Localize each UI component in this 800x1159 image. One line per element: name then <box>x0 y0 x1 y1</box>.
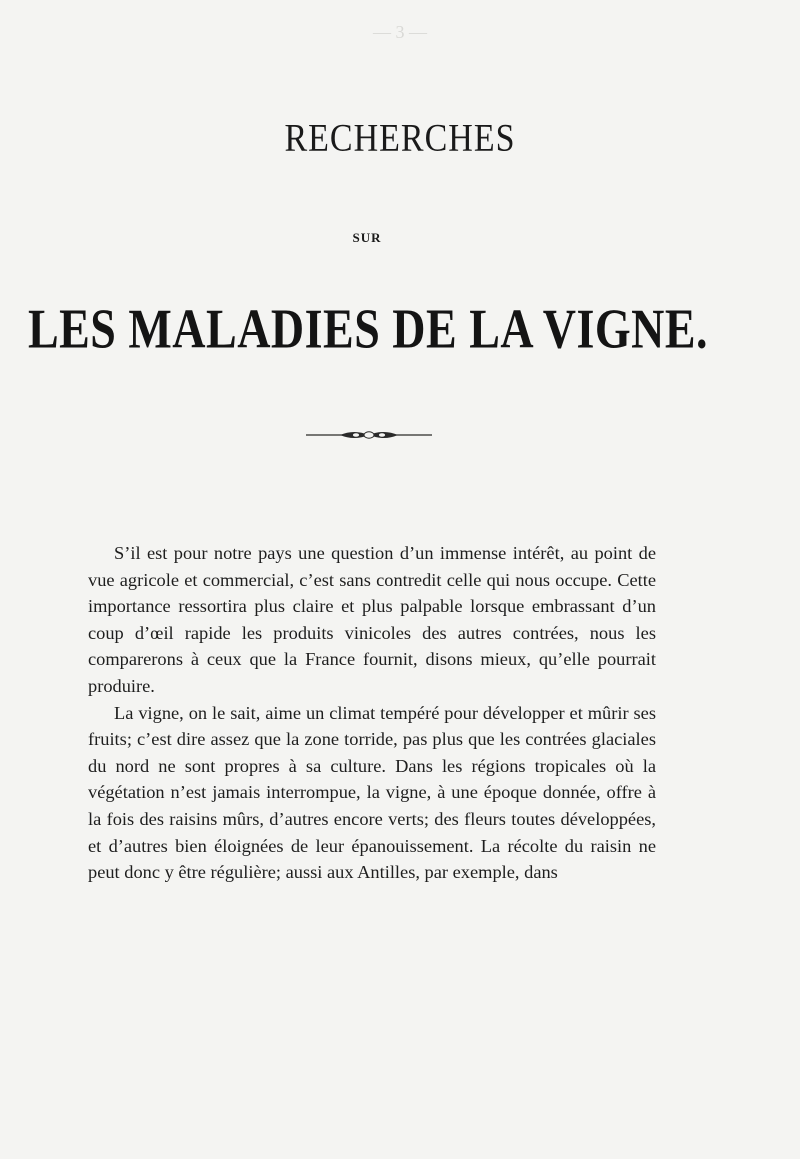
paragraph-1: S’il est pour notre pays une question d’un immense intérêt, au point de vue agricole et commercial, c’est sans contredit celle qui nous occupe. Cette importance ressortira plus claire et plus palpable lorsque embrassant d’un coup d’œil rapide les produits vinicoles des autres contrées, nous les comparerons à ceux que la France fournit, disons mieux, qu’elle pourrait produire. <box>88 543 656 696</box>
title-main: LES MALADIES DE LA VIGNE. <box>27 297 709 360</box>
body-text <box>88 540 656 886</box>
page-number-bleedthrough: — 3 — <box>373 22 427 42</box>
paragraph-2: La vigne, on le sait, aime un climat tempéré pour développer et mûrir ses fruits; c’est dire assez que la zone torride, pas plus que les contrées glaciales du nord ne sont propres à sa culture. Dans les régions tropicales où la végétation n’est jamais interrompue, la vigne, à une époque donnée, offre à la fois des raisins mûrs, d’autres encore verts; des fleurs toutes développées, et d’autres bien éloignées de leur épanouissement. La récolte du raisin ne peut donc y être régulière; aussi aux Antilles, par exemple, dans <box>88 702 656 883</box>
title-sur: SUR <box>352 230 382 245</box>
title-recherches: RECHERCHES <box>284 117 516 160</box>
ornament-divider <box>306 428 432 442</box>
